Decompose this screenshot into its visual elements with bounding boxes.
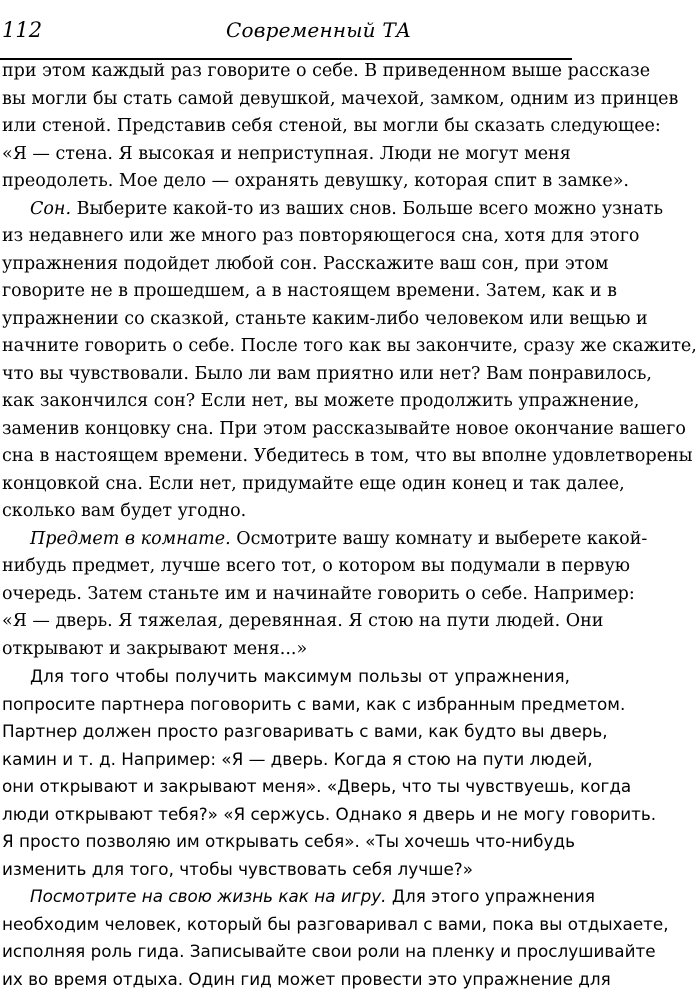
text-line xyxy=(2,168,570,196)
text-line xyxy=(2,718,570,746)
line-text: из недавнего или же много раз повторяющегося сна, хотя для этого xyxy=(2,226,639,246)
text-line xyxy=(2,306,570,334)
paragraph-lead: Посмотрите на свою жизнь как на игру. xyxy=(30,886,387,906)
line-text: говорите не в прошедшем, а в настоящем времени. Затем, как и в xyxy=(2,281,617,301)
paragraph-lead: Предмет в комнате. xyxy=(30,529,231,549)
text-line xyxy=(2,196,570,224)
text-line xyxy=(2,498,570,526)
text-line xyxy=(2,58,570,86)
text-line xyxy=(2,416,570,444)
line-text: Партнер должен просто разговаривать с вами, как будто вы дверь, xyxy=(2,721,608,741)
text-line xyxy=(2,773,570,801)
line-text: нибудь предмет, лучше всего тот, о котором вы подумали в первую xyxy=(2,556,630,576)
line-text: очередь. Затем станьте им и начинайте говорить о себе. Например: xyxy=(2,584,635,604)
line-text: изменить для того, чтобы чувствовать себя лучше?» xyxy=(2,859,473,879)
line-text: необходим человек, который бы разговаривал с вами, пока вы отдыхаете, xyxy=(2,914,669,934)
line-text: вы могли бы стать самой девушкой, мачехой, замком, одним из принцев xyxy=(2,89,678,109)
line-text: «Я — стена. Я высокая и неприступная. Люди не могут меня xyxy=(2,144,571,164)
text-line xyxy=(2,113,570,141)
line-text: при этом каждый раз говорите о себе. В приведенном выше рассказе xyxy=(2,61,650,81)
text-line xyxy=(2,828,570,856)
line-text: исполняя роль гида. Записывайте свои роли на пленку и прослушивайте xyxy=(2,941,656,961)
text-line xyxy=(2,251,570,279)
line-text: Выберите какой-то из ваших снов. Больше всего можно узнать xyxy=(77,199,663,219)
body-text xyxy=(2,58,570,993)
text-line xyxy=(2,883,570,911)
line-text: Осмотрите вашу комнату и выберете какой- xyxy=(236,529,647,549)
text-line xyxy=(2,581,570,609)
line-text: «Я — дверь. Я тяжелая, деревянная. Я стою на пути людей. Они xyxy=(2,611,603,631)
line-text: концовкой сна. Если нет, придумайте еще один конец и так далее, xyxy=(2,474,625,494)
text-line xyxy=(2,801,570,829)
text-line xyxy=(2,471,570,499)
text-line xyxy=(2,691,570,719)
text-line xyxy=(2,526,570,554)
text-line xyxy=(2,86,570,114)
text-line xyxy=(2,608,570,636)
paragraph-lead: Сон. xyxy=(30,199,71,219)
line-text: открывают и закрывают меня...» xyxy=(2,639,307,659)
text-line xyxy=(2,911,570,939)
line-text: упражнения подойдет любой сон. Расскажите ваш сон, при этом xyxy=(2,254,608,274)
line-text: Для того чтобы получить максимум пользы от упражнения, xyxy=(30,666,570,686)
line-text: упражнении со сказкой, станьте каким-либо человеком или вещью и xyxy=(2,309,648,329)
line-text: камин и т. д. Например: «Я — дверь. Когда я стою на пути людей, xyxy=(2,749,593,769)
line-text: люди открывают тебя?» «Я сержусь. Однако я дверь и не могу говорить. xyxy=(2,804,656,824)
text-line xyxy=(2,856,570,884)
line-text: что вы чувствовали. Было ли вам приятно или нет? Вам понравилось, xyxy=(2,364,652,384)
text-line xyxy=(2,333,570,361)
text-line xyxy=(2,966,570,993)
line-text: начните говорить о себе. После того как вы закончите, сразу же скажите, xyxy=(2,336,697,356)
page-number: 112 xyxy=(2,18,42,42)
line-text: сколько вам будет угодно. xyxy=(2,501,246,521)
text-line xyxy=(2,223,570,251)
line-text: Я просто позволяю им открывать себя». «Ты хочешь что-нибудь xyxy=(2,831,575,851)
text-line xyxy=(2,938,570,966)
line-text: или стеной. Представив себя стеной, вы могли бы сказать следующее: xyxy=(2,116,661,136)
line-text: их во время отдыха. Один гид может провести это упражнение для xyxy=(2,969,611,989)
text-line xyxy=(2,663,570,691)
line-text: преодолеть. Мое дело — охранять девушку, которая спит в замке». xyxy=(2,171,629,191)
text-line xyxy=(2,443,570,471)
text-line xyxy=(2,141,570,169)
line-text: заменив концовку сна. При этом рассказывайте новое окончание вашего xyxy=(2,419,686,439)
line-text: они открывают и закрывают меня». «Дверь, что ты чувствуешь, когда xyxy=(2,776,631,796)
text-line xyxy=(2,361,570,389)
line-text: сна в настоящем времени. Убедитесь в том, что вы вполне удовлетворены xyxy=(2,446,693,466)
text-line xyxy=(2,388,570,416)
line-text: Для этого упражнения xyxy=(392,886,595,906)
text-line xyxy=(2,636,570,664)
text-line xyxy=(2,278,570,306)
page-header xyxy=(0,14,572,48)
line-text: как закончился сон? Если нет, вы можете продолжить упражнение, xyxy=(2,391,639,411)
running-title: Современный ТА xyxy=(226,18,411,42)
text-line xyxy=(2,553,570,581)
line-text: попросите партнера поговорить с вами, как с избранным предметом. xyxy=(2,694,625,714)
text-line xyxy=(2,746,570,774)
